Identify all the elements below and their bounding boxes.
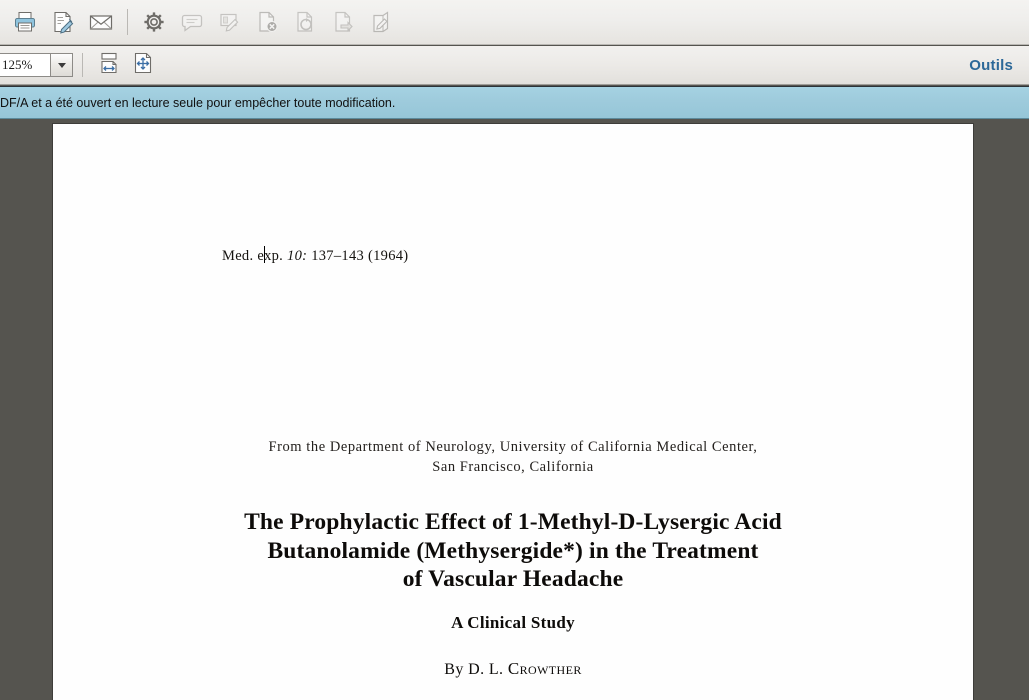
zoom-toolbar-separator: [82, 53, 83, 77]
edit-document-icon: [50, 9, 76, 35]
affiliation-line-2: San Francisco, California: [432, 459, 594, 475]
settings-gear-icon: [141, 9, 167, 35]
print-button[interactable]: [6, 3, 44, 41]
zoom-level-value[interactable]: 125%: [0, 54, 50, 76]
edit-page-icon: [369, 9, 395, 35]
article-subtitle: A Clinical Study: [451, 613, 575, 632]
affiliation-line-1: From the Department of Neurology, University of California Medical Center,: [268, 439, 758, 455]
extract-page-button: [325, 3, 363, 41]
delete-page-icon: [255, 9, 281, 35]
stamp-button: [211, 3, 249, 41]
article-byline: [53, 659, 973, 679]
comment-bubble-icon: [179, 9, 205, 35]
byline-prefix: By: [444, 661, 469, 678]
byline-surname: Crowther: [507, 659, 582, 678]
document-viewport[interactable]: [0, 120, 1029, 700]
edit-page-button: [363, 3, 401, 41]
main-toolbar: [0, 0, 1029, 45]
rotate-page-icon: [293, 9, 319, 35]
comment-button: [173, 3, 211, 41]
settings-button[interactable]: [135, 3, 173, 41]
citation-journal-rest: xp.: [264, 248, 288, 264]
readonly-notification-bar: [0, 86, 1029, 119]
readonly-notification-text: DF/A et a été ouvert en lecture seule pour empêcher toute modification.: [0, 95, 396, 110]
email-icon: [88, 9, 114, 35]
fit-page-button[interactable]: [126, 49, 160, 81]
citation-volume: 10:: [287, 248, 308, 264]
pdf-page[interactable]: [53, 124, 973, 700]
stamp-edit-icon: [217, 9, 243, 35]
fit-width-icon: [97, 51, 121, 80]
citation-pages: 137–143 (1964): [307, 248, 409, 264]
zoom-level-combobox[interactable]: [0, 53, 73, 77]
rotate-page-button: [287, 3, 325, 41]
article-title-line-3: of Vascular Headache: [402, 566, 624, 592]
affiliation-block: [53, 437, 973, 477]
tools-button[interactable]: Outils: [969, 56, 1013, 74]
article-title-line-1: The Prophylactic Effect of 1-Methyl-D-Lysergic Acid: [244, 509, 782, 535]
delete-page-button: [249, 3, 287, 41]
toolbar-separator-1: [127, 9, 128, 35]
fit-width-button[interactable]: [92, 49, 126, 81]
article-title-line-2: Butanolamide (Methysergide*) in the Treatment: [267, 537, 759, 564]
chevron-down-icon: [58, 63, 66, 68]
byline-initials: D. L.: [468, 661, 508, 678]
citation-journal: Med. e: [222, 248, 265, 264]
zoom-dropdown-button[interactable]: [50, 54, 72, 76]
journal-citation: [222, 246, 408, 265]
zoom-toolbar: [0, 46, 1029, 85]
print-icon: [12, 9, 38, 35]
email-button[interactable]: [82, 3, 120, 41]
article-title: [53, 508, 973, 594]
edit-document-button[interactable]: [44, 3, 82, 41]
fit-page-icon: [131, 51, 155, 80]
extract-page-icon: [331, 9, 357, 35]
